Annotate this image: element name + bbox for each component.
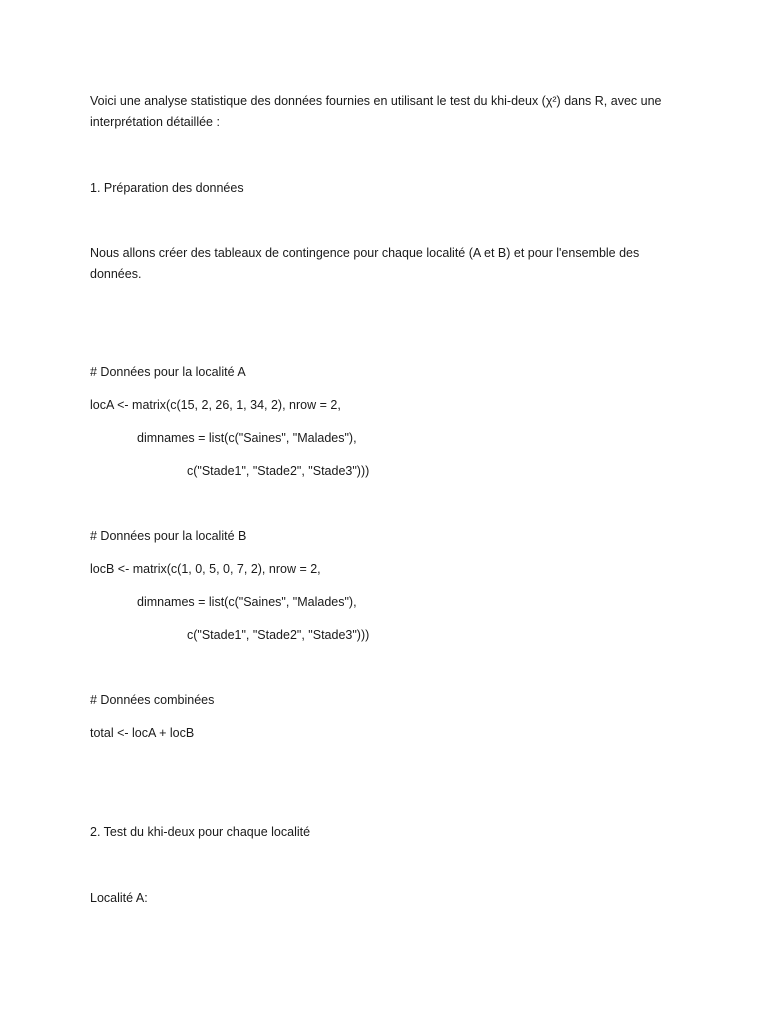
code-comment-locB: # Données pour la localité B — [90, 529, 247, 543]
code-line-locA-matrix: locA <- matrix(c(15, 2, 26, 1, 34, 2), nrow = 2, — [90, 398, 341, 412]
code-line-locB-stades: c("Stade1", "Stade2", "Stade3"))) — [187, 628, 370, 642]
code-line-locA-dimnames: dimnames = list(c("Saines", "Malades"), — [137, 431, 357, 445]
code-line-locA-stades: c("Stade1", "Stade2", "Stade3"))) — [187, 464, 370, 478]
subsection-heading-localite-a: Localité A: — [90, 891, 148, 905]
code-line-locB-dimnames: dimnames = list(c("Saines", "Malades"), — [137, 595, 357, 609]
section-heading-chi2-test: 2. Test du khi-deux pour chaque localité — [90, 825, 311, 839]
section-heading-preparation: 1. Préparation des données — [90, 181, 244, 195]
code-line-locB-matrix: locB <- matrix(c(1, 0, 5, 0, 7, 2), nrow = 2, — [90, 562, 321, 576]
code-comment-total: # Données combinées — [90, 693, 215, 707]
code-comment-locA: # Données pour la localité A — [90, 365, 246, 379]
section-paragraph-preparation: Nous allons créer des tableaux de contingence pour chaque localité (A et B) et pour l'ensemble des données. — [90, 246, 640, 281]
code-line-total: total <- locA + locB — [90, 726, 195, 740]
intro-paragraph: Voici une analyse statistique des données fournies en utilisant le test du khi-deux (χ²) dans R, avec une interprétation détaillée : — [90, 94, 662, 129]
